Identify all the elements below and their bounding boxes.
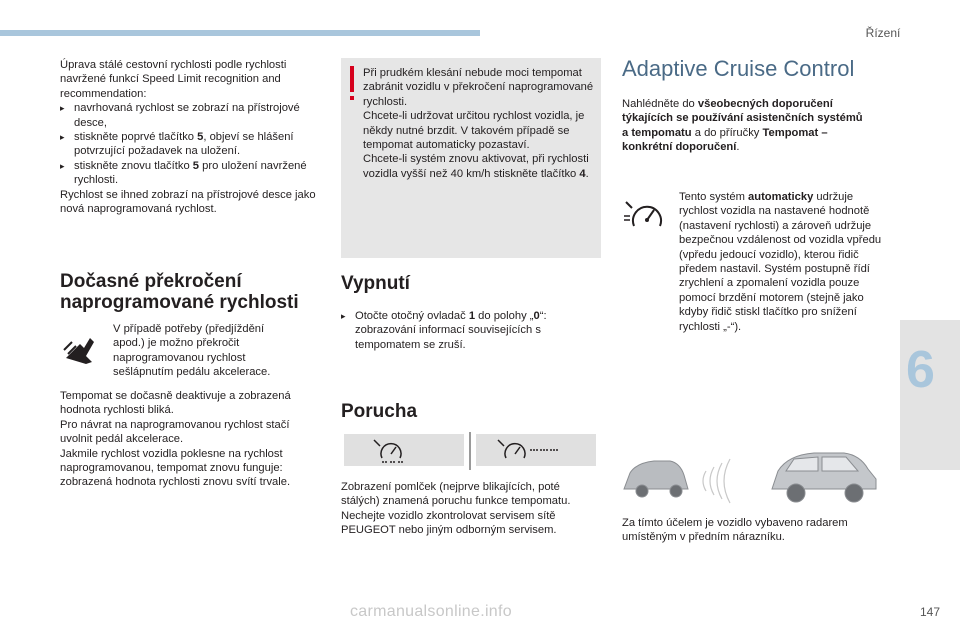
- section-label: Řízení: [865, 26, 901, 40]
- list-item-text: do polohy „: [475, 310, 534, 322]
- list-item: [60, 159, 322, 188]
- page-title: Adaptive Cruise Control: [622, 56, 855, 81]
- acc-reference-text: [622, 97, 870, 155]
- description-text: Tento systém: [679, 191, 749, 203]
- list-item: [60, 101, 322, 130]
- intro-text: Úprava stálé cestovní rychlosti podle rychlosti navržené funkcí Speed Limit recognition and recommendation:: [60, 59, 287, 100]
- control-number: 1: [468, 310, 476, 322]
- warning-line: Při prudkém klesání nebude moci tempomat zabránit vozidlu v překročení naprogramované rychlosti.: [363, 67, 594, 108]
- reference-link-text: Tempomat – konkrétní doporučení: [622, 126, 828, 154]
- acc-section: [622, 56, 892, 82]
- list-item-text: “: zobrazování informací souvisejících s tempomatem se zruší.: [355, 310, 547, 351]
- cruise-control-dashes-icon: [344, 434, 464, 466]
- reference-text: a do příručky: [691, 126, 763, 139]
- reference-link-text: všeobecných doporučení týkajících se používání asistenčních systémů a tempomatu: [622, 98, 863, 139]
- section-heading: Dočasné překročení naprogramované rychlosti: [60, 271, 299, 313]
- button-number: 5: [192, 159, 200, 172]
- paragraph: Jakmile rychlost vozidla poklesne na rychlost naprogramovanou, tempomat znovu funguje: zobrazená hodnota rychlosti znovu svítí trvale.: [60, 447, 291, 489]
- fault-display-flashing: [344, 434, 464, 466]
- section-heading: Porucha: [341, 401, 418, 422]
- radar-caption: Za tímto účelem je vozidlo vybaveno radarem umístěným v předním nárazníku.: [622, 517, 848, 544]
- warning-line: Chcete-li udržovat určitou rychlost vozidla, je někdy nutné brzdit. V takovém případě se tempomat automaticky pozastaví.: [363, 110, 585, 152]
- section-heading: Vypnutí: [341, 273, 410, 294]
- list-item-text: Otočte otočný ovladač: [355, 310, 469, 322]
- reference-text: .: [736, 141, 740, 154]
- list-item-text: stiskněte poprvé tlačítko: [74, 131, 198, 144]
- fault-display-steady: [476, 434, 596, 466]
- exclamation-icon: [347, 66, 357, 106]
- list-item-text: pro uložení navržené rychlosti.: [74, 159, 307, 187]
- button-number: 5: [197, 131, 204, 144]
- page-number: 147: [919, 605, 940, 619]
- list-item-text: navrhovaná rychlost se zobrazí na přístrojové desce,: [74, 102, 300, 129]
- footer-watermark: carmanualsonline.info: [350, 603, 512, 620]
- warning-box: [341, 58, 601, 258]
- position-number: 0: [533, 310, 540, 322]
- overspeed-paragraphs: [60, 389, 322, 490]
- step-list: [60, 101, 322, 187]
- two-cars-radar-illustration: [622, 445, 890, 507]
- outro-text: Rychlost se ihned zobrazí na přístrojové desce jako nová naprogramovaná rychlost.: [60, 188, 316, 216]
- acc-description: [679, 190, 894, 334]
- list-item-text: , objeví se hlášení potvrzující požadavek na uložení.: [74, 131, 294, 158]
- cruise-control-dashes-icon: [476, 434, 596, 466]
- speed-limit-section: [60, 58, 322, 216]
- paragraph: Pro návrat na naprogramovanou rychlost stačí uvolnit pedál akcelerace.: [60, 418, 290, 446]
- overspeed-section: [60, 271, 322, 313]
- list-item: [341, 309, 601, 352]
- step-list: [341, 309, 601, 352]
- switch-off-section: [341, 273, 601, 294]
- reference-text: Nahlédněte do: [622, 98, 698, 110]
- paragraph: Tempomat se dočasně deaktivuje a zobrazená hodnota rychlosti bliká.: [60, 390, 291, 417]
- top-color-bar: [0, 30, 480, 36]
- divider: [469, 432, 471, 470]
- chapter-number: 6: [906, 341, 935, 399]
- button-number: 4: [579, 167, 586, 180]
- switch-off-text: [341, 309, 601, 352]
- list-item-text: stiskněte znovu tlačítko: [74, 159, 193, 172]
- list-item: [60, 130, 322, 159]
- description-emphasis: automaticky: [748, 191, 814, 203]
- adaptive-cruise-icon: [622, 196, 668, 232]
- fault-text: Zobrazení pomlček (nejprve blikajících, poté stálých) znamená poruchu funkce tempomatu. Nechejte vozidlo zkontrolovat servisem sítě PEUGEOT nebo jiným odborným servisem.: [341, 481, 571, 537]
- fault-section: [341, 401, 601, 422]
- warning-line-text: .: [585, 167, 589, 180]
- foot-pedal-icon: [60, 328, 100, 368]
- warning-text: [363, 66, 595, 181]
- overspeed-icon-text: V případě potřeby (předjíždění apod.) je možno překročit naprogramovanou rychlost sešlápnutím pedálu akcelerace.: [113, 323, 271, 379]
- description-text: udržuje rychlost vozidla na nastavené hodnotě (nastavení rychlosti) a zároveň udržuje bezpečnou vzdálenost od vozidla vpředu (vpředu jedoucí vozidlo), kterou řidič předem nastavil. Systém postupně řídí zrychlení a zpomalení vozidla pouze pomocí brzdění motorem (stejně jako kdyby řidič stiskl tlačítko pro snížení rychlosti „-“).: [679, 191, 882, 333]
- warning-line: [363, 152, 595, 181]
- warning-line-text: Chcete-li systém znovu aktivovat, při rychlosti vozidla vyšší než 40 km/h stiskněte tlačítko: [363, 153, 589, 180]
